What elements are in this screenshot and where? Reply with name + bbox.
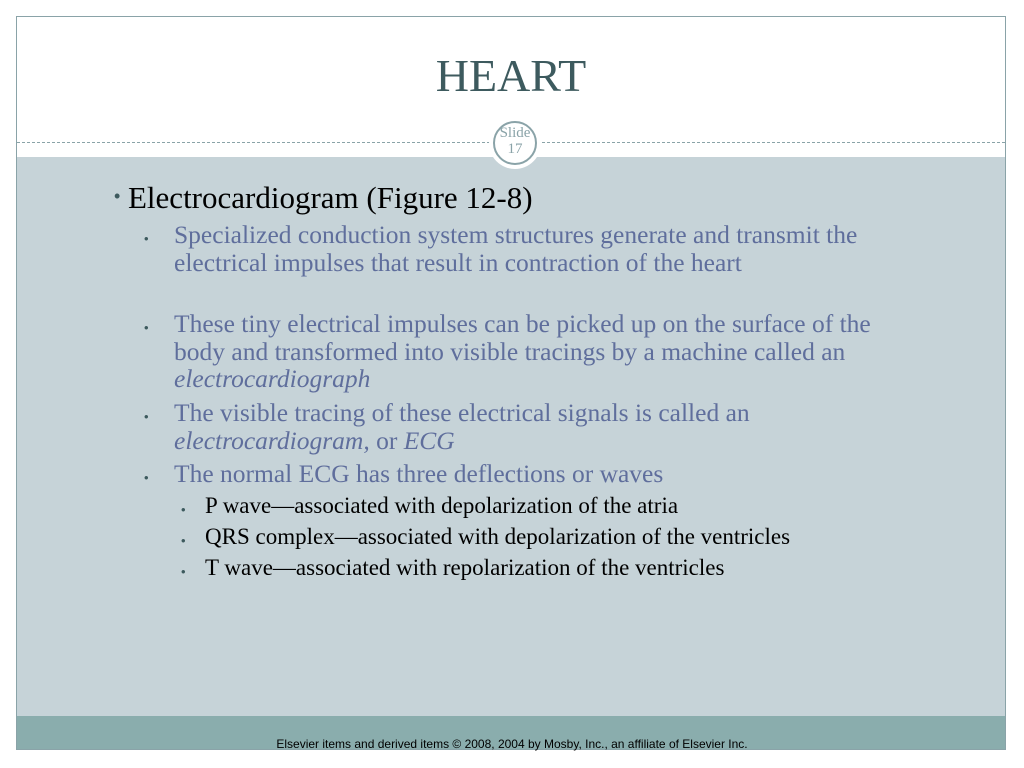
sub-point-2-text: These tiny electrical impulses can be picked up on the surface of the body and transformed into visible tracings by a machine called an xyxy=(174,309,871,366)
bullet-icon: • xyxy=(144,409,149,424)
slide-number: 17 xyxy=(507,141,523,157)
sub-point-3-text: The visible tracing of these electrical signals is called an xyxy=(174,398,750,427)
bullet-icon: • xyxy=(181,564,186,579)
wave-item-p: P wave—associated with depolarization of the atria xyxy=(205,493,679,518)
bullet-icon: • xyxy=(144,231,149,246)
sub-point-3-connector: or xyxy=(369,425,404,455)
sub-point-1: Specialized conduction system structures generate and transmit the electrical impulses that result in contraction of the heart xyxy=(174,220,858,277)
sub-point-3 xyxy=(174,399,904,454)
sub-point-2-term: electrocardiograph xyxy=(174,364,371,393)
slide-number-badge xyxy=(489,117,541,169)
sub-point-4: The normal ECG has three deflections or waves xyxy=(174,459,664,488)
sub-point-3-abbrev: ECG xyxy=(403,425,455,455)
slide-number-label: Slide xyxy=(499,125,531,141)
bullet-icon: • xyxy=(181,533,186,548)
copyright-footer: Elsevier items and derived items © 2008, 2004 by Mosby, Inc., an affiliate of Elsevier Inc. xyxy=(276,737,748,751)
slide-title: HEART xyxy=(435,50,587,101)
wave-item-qrs: QRS complex—associated with depolarization of the ventricles xyxy=(205,524,791,549)
wave-item-t: T wave—associated with repolarization of the ventricles xyxy=(205,555,725,580)
sub-point-3-term: electrocardiogram, xyxy=(174,425,370,455)
bullet-icon: • xyxy=(144,470,149,485)
bullet-icon: • xyxy=(114,186,121,206)
bullet-icon: • xyxy=(144,320,149,335)
slide-number-circle xyxy=(493,121,537,165)
main-bullet-heading: Electrocardiogram (Figure 12-8) xyxy=(128,180,533,215)
bullet-icon: • xyxy=(181,502,186,517)
sub-point-2 xyxy=(174,310,904,393)
